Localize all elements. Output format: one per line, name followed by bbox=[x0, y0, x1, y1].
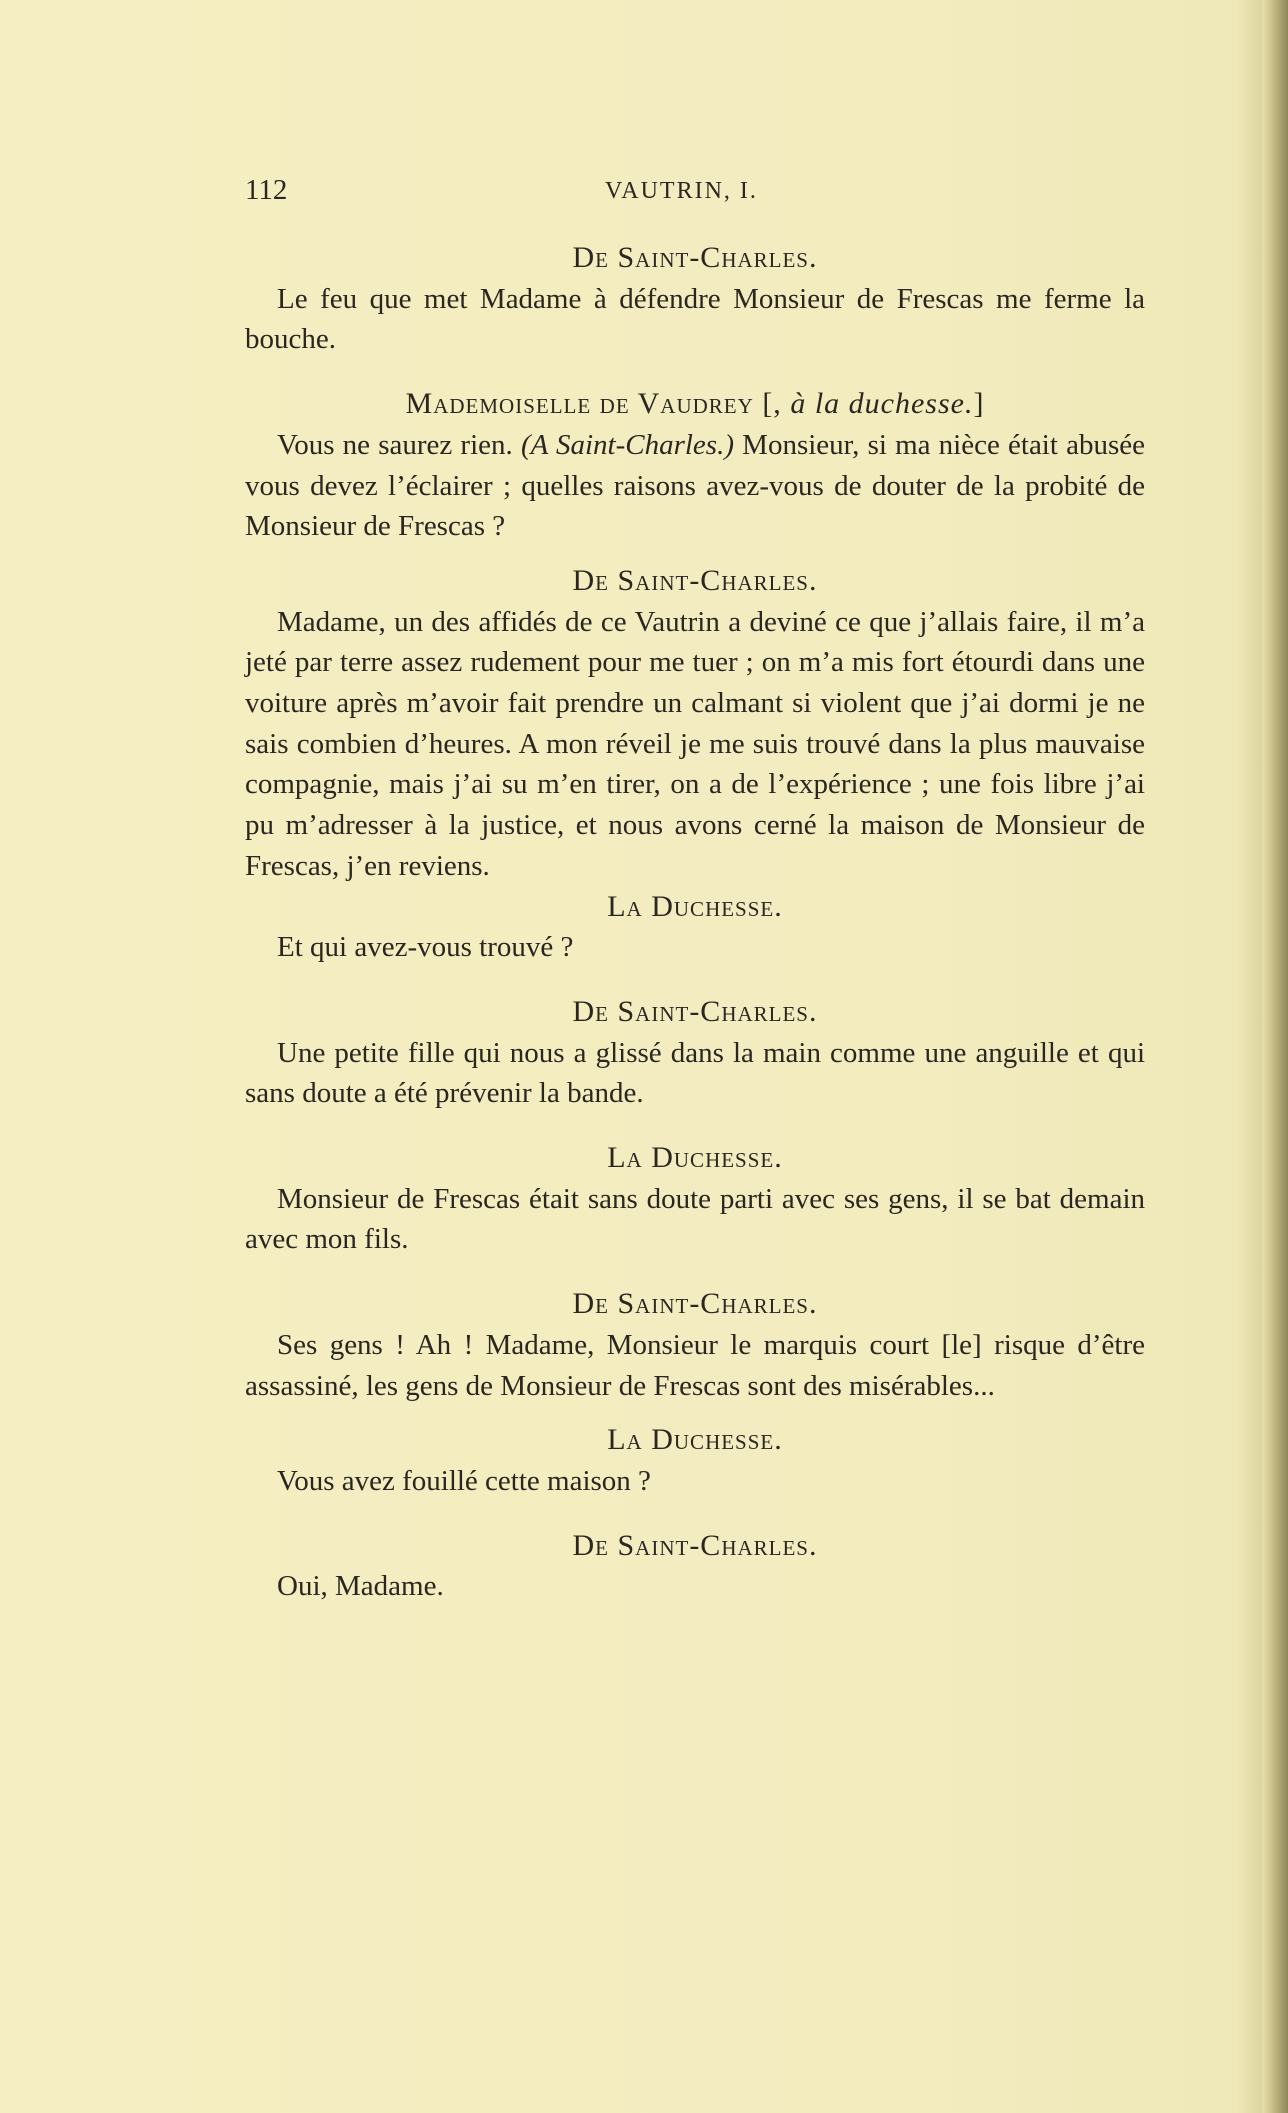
page-number: 112 bbox=[245, 174, 288, 206]
speaker-name: La Duchesse. bbox=[607, 1423, 783, 1457]
running-title: VAUTRIN, I. bbox=[605, 178, 758, 204]
speech-part: Monsieur, si ma nièce était abusée vous devez l’éclairer ; quelles raisons avez-vous de douter de la probité de Monsieur de Frescas ? bbox=[245, 428, 1145, 543]
speech-text: Vous avez fouillé cette maison ? bbox=[277, 1464, 651, 1497]
dialogue-text bbox=[245, 238, 1145, 1607]
stage-direction: (A Saint-Charles.) bbox=[520, 428, 734, 461]
speaker-name: La Duchesse. bbox=[607, 889, 783, 923]
speech-text: Le feu que met Madame à défendre Monsieur de Frescas me ferme la bouche. bbox=[245, 282, 1145, 356]
speaker-name bbox=[245, 384, 1145, 425]
speech-part: Vous ne saurez rien. bbox=[277, 428, 521, 461]
speaker-label: Mademoiselle de Vaudrey bbox=[405, 387, 754, 421]
page-edge bbox=[1262, 0, 1288, 2113]
stage-direction-close: ] bbox=[973, 387, 985, 421]
speech-text: Ses gens ! Ah ! Madame, Monsieur le marquis court [le] risque d’être assassiné, les gens de Monsieur de Frescas sont des misérables... bbox=[245, 1328, 1145, 1402]
speaker-name: De Saint-Charles. bbox=[572, 1287, 818, 1321]
page-header bbox=[245, 168, 1145, 218]
speech-text: Et qui avez-vous trouvé ? bbox=[277, 931, 574, 964]
speech-text: Oui, Madame. bbox=[277, 1570, 444, 1603]
speech-text: Madame, un des affidés de ce Vautrin a deviné ce que j’allais faire, il m’a jeté par terre assez rudement pour me tuer ; on m’a mis fort étourdi dans une voiture après m’avoir fait prendre un calmant si violent que j’ai dormi je ne sais combien d’heures. A mon réveil je me suis trouvé dans la plus mauvaise compagnie, mais j’ai su m’en tirer, on a de l’expérience ; une fois libre j’ai pu m’adresser à la justice, et nous avons cerné la maison de Monsieur de Frescas, j’en reviens. bbox=[245, 605, 1145, 882]
speech-text: Monsieur de Frescas était sans doute parti avec ses gens, il se bat demain avec mon fils. bbox=[245, 1182, 1145, 1256]
stage-direction-open: [, bbox=[753, 387, 791, 421]
speaker-name: De Saint-Charles. bbox=[572, 1528, 818, 1562]
speaker-name: De Saint-Charles. bbox=[572, 994, 818, 1028]
speaker-name: La Duchesse. bbox=[607, 1141, 783, 1175]
speech-text bbox=[245, 425, 1145, 547]
speaker-name: De Saint-Charles. bbox=[572, 241, 818, 274]
speech-text: Une petite fille qui nous a glissé dans la main comme une anguille et qui sans doute a été prévenir la bande. bbox=[245, 1036, 1145, 1110]
stage-direction: à la duchesse. bbox=[790, 387, 974, 421]
speaker-name: De Saint-Charles. bbox=[572, 563, 818, 597]
